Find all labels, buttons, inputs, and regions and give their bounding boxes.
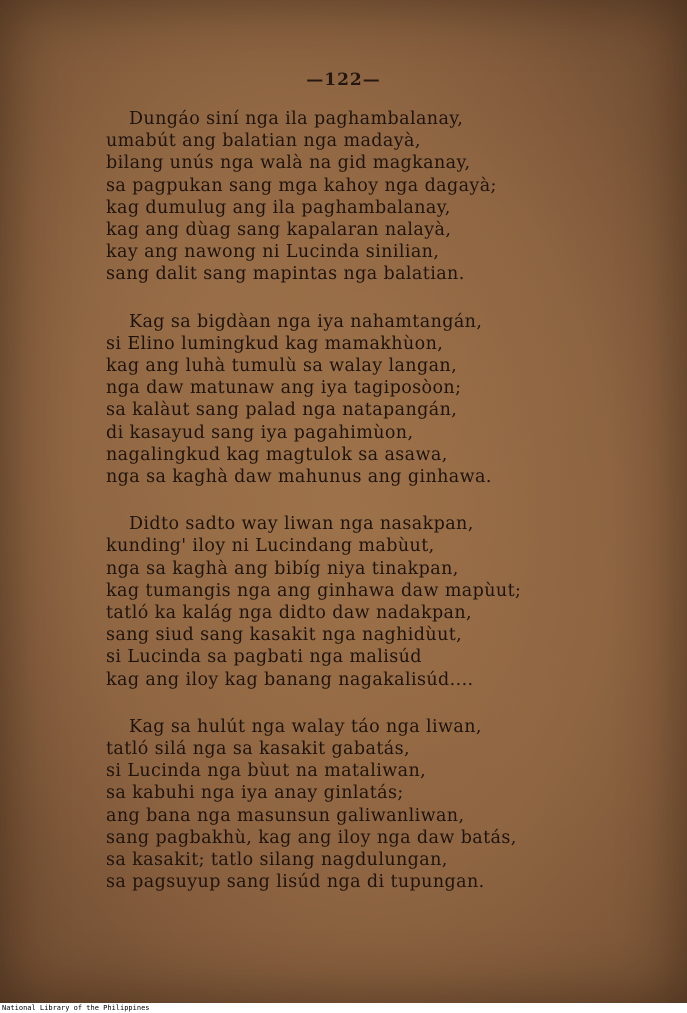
poem-line: kag dumulug ang ila paghambalanay, [106,197,451,218]
poem-line: sa pagpukan sang mga kahoy nga dagayà; [106,175,497,196]
poem-line: tatló silá nga sa kasakit gabatás, [106,739,410,760]
poem-line: kag ang luhà tumulù sa walay langan, [106,356,458,377]
library-credit: National Library of the Philippines [2,1004,150,1012]
poem-line: si Lucinda sa pagbati nga malisúd [106,647,422,668]
poem-line: umabút ang balatian nga madayà, [106,131,421,152]
poem-line: bilang unús nga walà na gid magkanay, [106,153,471,174]
footer-bar [0,1003,687,1013]
poem-body [106,108,606,919]
poem-line: nga daw matunaw ang iya tagiposòon; [106,378,462,399]
stanza-1 [106,108,606,286]
stanza-2 [106,311,606,489]
poem-line: sa pagsuyup sang lisúd nga di tupungan. [106,872,485,893]
poem-line: kunding' iloy ni Lucindang mabùut, [106,536,435,557]
poem-line: tatló ka kalág nga didto daw nadakpan, [106,603,473,624]
poem-line: ang bana nga masunsun galiwanliwan, [106,805,465,826]
stanza-4 [106,716,606,894]
poem-line: sa kasakit; tatlo silang nagdulungan, [106,850,448,871]
poem-line: kay ang nawong ni Lucinda sinilian, [106,242,440,263]
poem-line: Kag sa bigdàan nga iya nahamtangán, [129,311,483,332]
poem-line: sang siud sang kasakit nga naghidùut, [106,625,463,646]
poem-line: kag tumangis nga ang ginhawa daw mapùut; [106,580,522,601]
poem-line: kag ang iloy kag banang nagakalisúd.... [106,669,474,690]
poem-line: si Elino lumingkud kag mamakhùon, [106,333,444,354]
poem-line: sang pagbakhù, kag ang iloy nga daw batás, [106,827,517,848]
poem-line: nga sa kaghà daw mahunus ang ginhawa. [106,467,492,488]
poem-line: Didto sadto way liwan nga nasakpan, [129,514,474,535]
poem-line: nga sa kaghà ang bibíg niya tinakpan, [106,558,459,579]
poem-line: nagalingkud kag magtulok sa asawa, [106,444,448,465]
poem-line: Dungáo siní nga ila paghambalanay, [129,109,464,129]
stanza-3 [106,513,606,691]
poem-line: kag ang dùag sang kapalaran nalayà, [106,220,452,241]
poem-line: Kag sa hulút nga walay táo nga liwan, [129,716,482,737]
poem-line: sang dalit sang mapintas nga balatian. [106,264,465,285]
poem-line: sa kalàut sang palad nga natapangán, [106,400,458,421]
poem-line: sa kabuhi nga iya anay ginlatás; [106,783,404,804]
poem-line: di kasayud sang iya pagahimùon, [106,422,414,443]
poem-line: si Lucinda nga bùut na mataliwan, [106,761,427,782]
page-number: —122— [306,70,381,90]
